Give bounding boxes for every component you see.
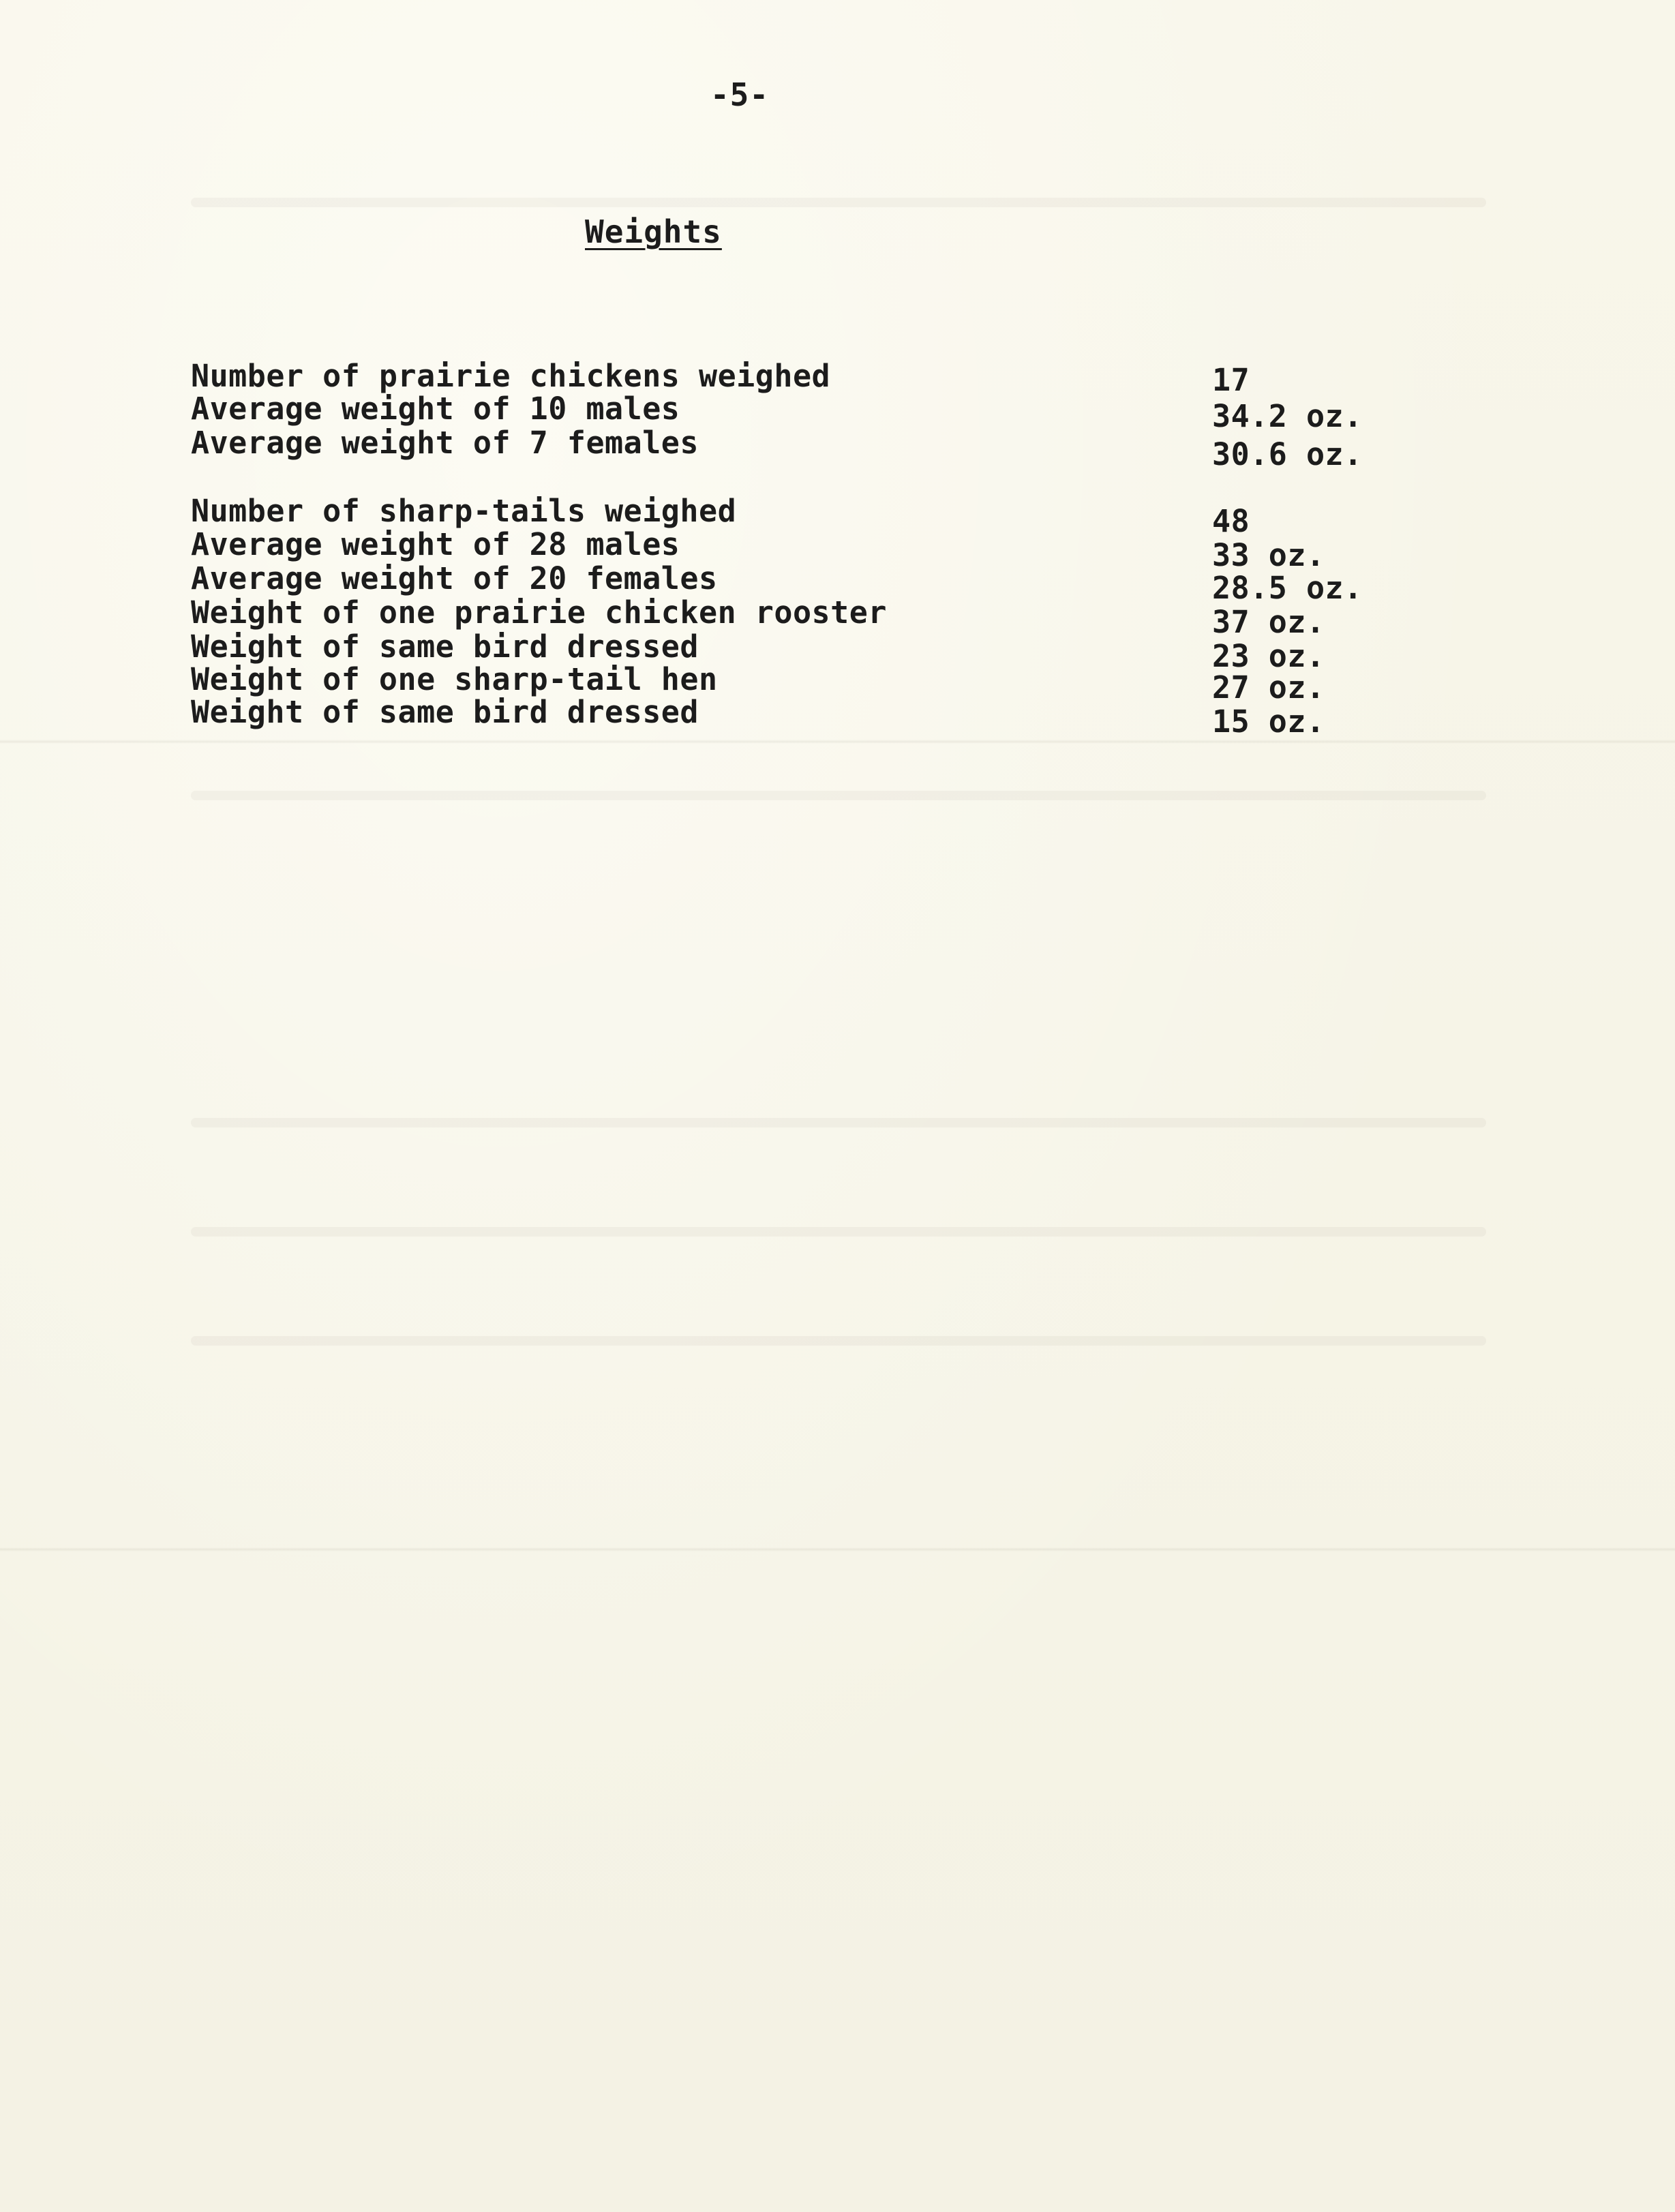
fold-crease xyxy=(0,1547,1675,1551)
row-value: 37 oz. xyxy=(1212,604,1325,640)
weights-row xyxy=(0,628,1675,674)
row-value: 28.5 oz. xyxy=(1212,570,1363,606)
bleed-through-text xyxy=(191,1118,1486,1127)
row-label: Average weight of 10 males xyxy=(191,391,680,427)
weights-row xyxy=(0,661,1675,706)
row-value: 33 oz. xyxy=(1212,537,1325,573)
bleed-through-text xyxy=(191,791,1486,800)
row-value: 15 oz. xyxy=(1212,703,1325,740)
row-label: Number of sharp-tails weighed xyxy=(191,493,737,529)
row-label: Average weight of 7 females xyxy=(191,425,699,461)
row-value: 27 oz. xyxy=(1212,669,1325,706)
weights-row xyxy=(0,694,1675,740)
row-value: 23 oz. xyxy=(1212,638,1325,674)
row-label: Number of prairie chickens weighed xyxy=(191,358,831,394)
section-heading: Weights xyxy=(585,213,722,250)
weights-row xyxy=(0,594,1675,640)
row-label: Average weight of 28 males xyxy=(191,526,680,562)
bleed-through-text xyxy=(191,1336,1486,1346)
weights-row xyxy=(0,493,1675,539)
row-value: 17 xyxy=(1212,362,1250,398)
fold-crease xyxy=(0,740,1675,744)
weights-row xyxy=(0,425,1675,472)
row-value: 34.2 oz. xyxy=(1212,398,1363,434)
row-label: Weight of one prairie chicken rooster xyxy=(191,594,887,631)
row-label: Weight of same bird dressed xyxy=(191,694,699,730)
row-label: Weight of one sharp-tail hen xyxy=(191,661,718,697)
weights-row xyxy=(0,358,1675,398)
weights-row xyxy=(0,391,1675,434)
weights-row xyxy=(0,526,1675,573)
bleed-through-text xyxy=(191,198,1486,207)
weights-row xyxy=(0,560,1675,606)
bleed-through-text xyxy=(191,1227,1486,1237)
row-value: 48 xyxy=(1212,503,1250,539)
row-label: Average weight of 20 females xyxy=(191,560,718,596)
row-label: Weight of same bird dressed xyxy=(191,628,699,665)
page-number: -5- xyxy=(710,76,770,113)
row-value: 30.6 oz. xyxy=(1212,436,1363,472)
